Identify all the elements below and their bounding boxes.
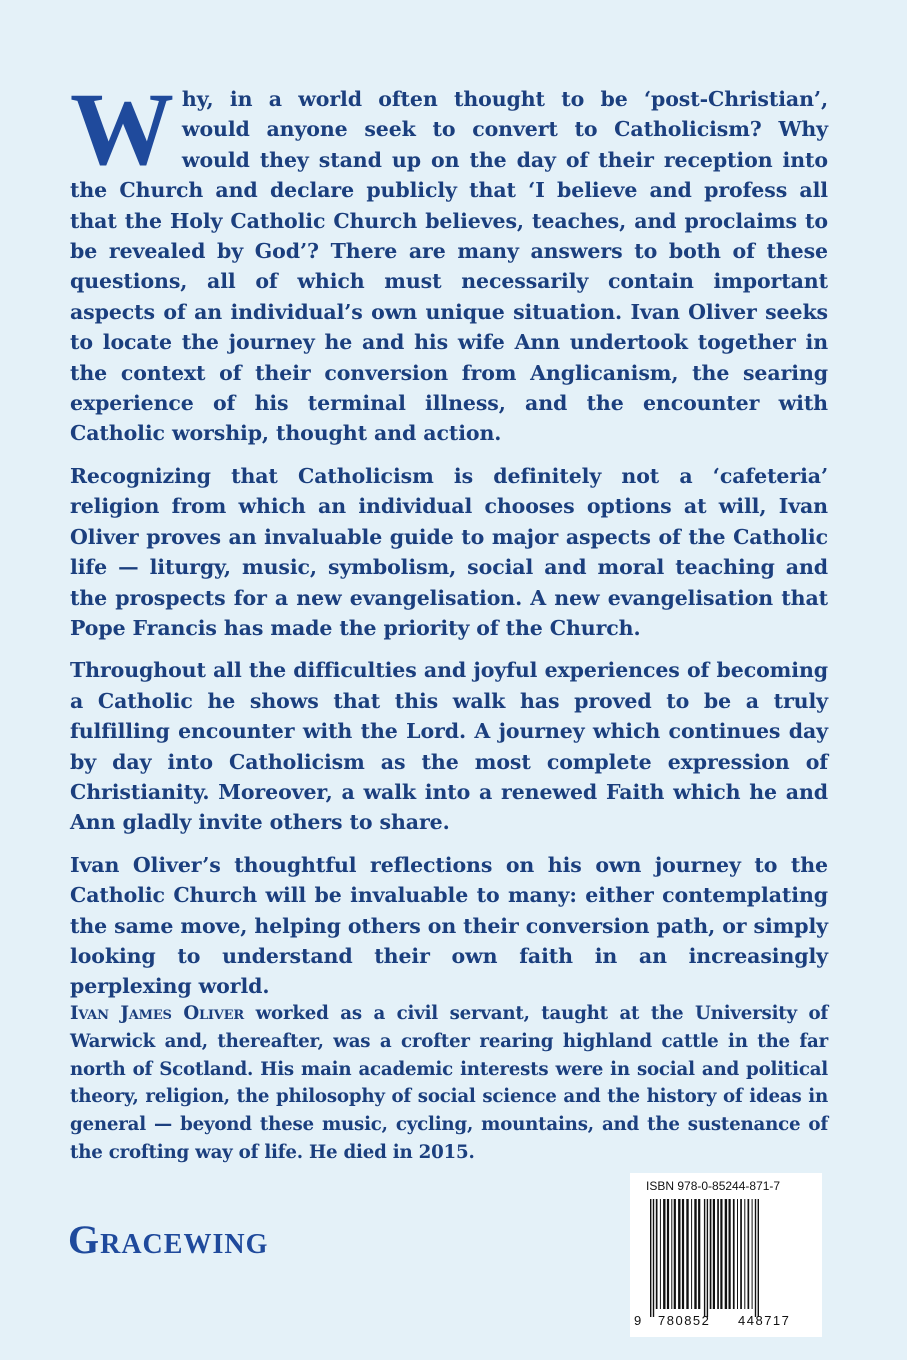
barcode-bar <box>740 1199 742 1309</box>
barcode-bar <box>671 1199 672 1309</box>
barcode-digits-left: 780852 <box>658 1313 711 1328</box>
barcode-bar <box>729 1199 731 1309</box>
barcode-bar <box>678 1199 680 1309</box>
barcode-bar <box>725 1199 727 1309</box>
barcode-bar <box>663 1199 665 1309</box>
barcode-bar <box>748 1199 750 1309</box>
barcode-bar <box>733 1199 735 1309</box>
isbn-label: ISBN 978-0-85244-871-7 <box>646 1179 781 1193</box>
author-bio-paragraph <box>70 1000 828 1167</box>
barcode-bar <box>682 1199 684 1309</box>
barcode-digit-first: 9 <box>634 1313 642 1328</box>
author-bio <box>70 1000 828 1167</box>
blurb-paragraph-4: Ivan Oliver’s thoughtful reflections on his own journey to the Catholic Church will be invaluable to many: either contemplating the same move, helping others on their conversion path, or simply looking to understand their own faith in an increasingly perplexing world. <box>70 852 828 999</box>
blurb-paragraph-1 <box>70 72 828 449</box>
barcode-bar <box>707 1199 708 1317</box>
barcode-digits-right: 448717 <box>738 1313 791 1328</box>
barcode-bar <box>650 1199 651 1317</box>
barcode-bar <box>653 1199 654 1317</box>
author-name: Ivan James Oliver <box>70 1003 244 1024</box>
barcode-bar <box>698 1199 700 1309</box>
barcode-bar <box>686 1199 688 1309</box>
barcode-bar <box>713 1199 715 1309</box>
barcode-bar <box>667 1199 669 1309</box>
barcode-bar <box>755 1199 756 1317</box>
barcode-bar <box>691 1199 692 1309</box>
barcode-bar <box>674 1199 676 1309</box>
blurb-paragraph-3: Throughout all the difficulties and joyful experiences of becoming a Catholic he shows that this walk has proved to be a truly fulfilling encounter with the Lord. A journey which continues day by day into Catholicism as the most complete expression of Christianity. Moreover, a walk into a renewed Faith which he and Ann gladly invite others to share. <box>70 658 828 835</box>
barcode-bar <box>717 1199 719 1309</box>
barcode-bar <box>758 1199 759 1317</box>
barcode-bar <box>704 1199 705 1317</box>
blurb <box>70 72 828 1014</box>
publisher-logo: Gracewing <box>68 1217 269 1262</box>
barcode-bars <box>640 1199 812 1319</box>
author-bio-text: worked as a civil servant, taught at the University of Warwick and, thereafter, was a crofter rearing highland cattle in the far north of Scotland. His main academic interests were in social and political theory, religion, the philosophy of social science and the history of ideas in general — beyond these music, cycling, mountains, and the sustenance of the crofting way of life. He died in 2015. <box>70 1003 828 1163</box>
barcode-bar <box>737 1199 738 1309</box>
drop-cap: W <box>70 72 174 187</box>
blurb-paragraph-2: Recognizing that Catholicism is definitely not a ‘cafeteria’ religion from which an individual chooses options at will, Ivan Oliver proves an invaluable guide to major aspects of the Catholic life — liturgy, music, symbolism, social and moral teaching and the prospects for a new evangelisation. A new evangelisation that Pope Francis has made the priority of the Church. <box>70 463 828 640</box>
barcode-bar <box>720 1199 722 1309</box>
barcode-bar <box>694 1199 696 1309</box>
barcode-bar <box>660 1199 661 1309</box>
barcode-bar <box>752 1199 753 1309</box>
isbn-barcode <box>630 1173 822 1337</box>
barcode-bar <box>656 1199 658 1309</box>
blurb-paragraph-1-text: hy, in a world often thought to be ‘post-Christian’, would anyone seek to convert to Catholicism? Why would they stand up on the day of their reception into the Church and declare publicly that ‘I believe and profess all that the Holy Catholic Church believes, teaches, and proclaims to be revealed by God’? There are many answers to both of these questions, all of which must necessarily contain important aspects of an individual’s own unique situation. Ivan Oliver seeks to locate the journey he and his wife Ann undertook together in the context of their conversion from Anglicanism, the searing experience of his terminal illness, and the encounter with Catholic worship, thought and action. <box>70 87 828 446</box>
barcode-bar <box>710 1199 712 1309</box>
barcode-bar <box>744 1199 745 1309</box>
